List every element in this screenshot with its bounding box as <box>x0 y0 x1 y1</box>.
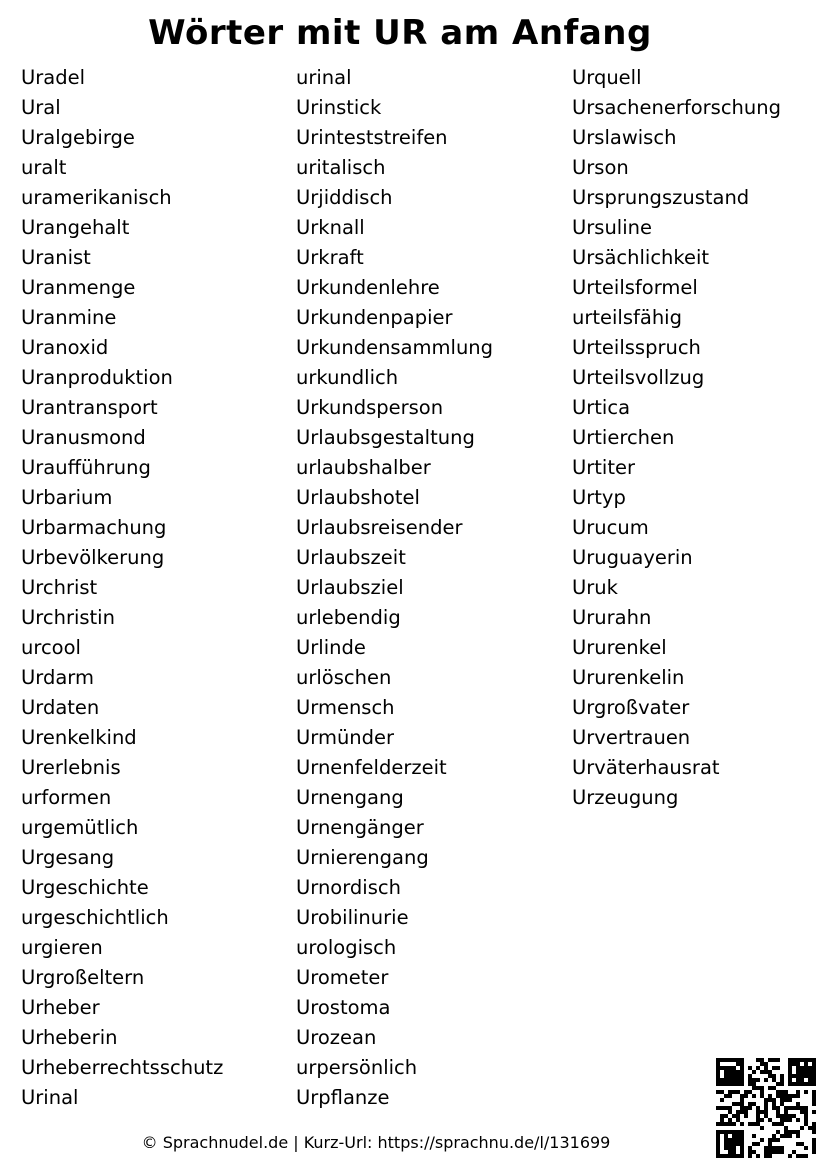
word-item: Urpflanze <box>296 1086 390 1109</box>
word-item: Urnengang <box>296 786 404 809</box>
word-item: Uruk <box>572 576 618 599</box>
word-item: Urheberrechtsschutz <box>21 1056 224 1079</box>
word-item: Urteilsvollzug <box>572 366 705 389</box>
word-item: Urnierengang <box>296 846 429 869</box>
word-item: uramerikanisch <box>21 186 172 209</box>
word-item: Urmensch <box>296 696 395 719</box>
footer-credit: © Sprachnudel.de | Kurz-Url: https://sprachnu.de/l/131699 <box>141 1133 611 1152</box>
word-item: Urson <box>572 156 629 179</box>
word-item: Urchrist <box>21 576 98 599</box>
word-item: Ural <box>21 96 61 119</box>
word-item: Urgesang <box>21 846 115 869</box>
word-item: Urbarium <box>21 486 113 509</box>
word-item: Urinstick <box>296 96 382 119</box>
word-item: Urheber <box>21 996 100 1019</box>
word-item: Urheberin <box>21 1026 118 1049</box>
word-item: Urenkelkind <box>21 726 137 749</box>
word-item: Urkundensammlung <box>296 336 494 359</box>
word-item: Ursächlichkeit <box>572 246 710 269</box>
page-title: Wörter mit UR am Anfang <box>148 13 652 53</box>
word-item: Uranmenge <box>21 276 136 299</box>
word-item: Urinteststreifen <box>296 126 448 149</box>
word-item: Uranmine <box>21 306 117 329</box>
word-item: Urlaubszeit <box>296 546 406 569</box>
word-item: Urozean <box>296 1026 377 1049</box>
word-item: urinal <box>296 66 352 89</box>
word-item: urcool <box>21 636 81 659</box>
word-item: urlebendig <box>296 606 401 629</box>
word-item: Urgroßeltern <box>21 966 145 989</box>
word-item: Urkraft <box>296 246 364 269</box>
word-item: urlöschen <box>296 666 392 689</box>
word-item: Urometer <box>296 966 389 989</box>
word-item: Urlaubsziel <box>296 576 404 599</box>
word-item: urformen <box>21 786 112 809</box>
word-item: Urerlebnis <box>21 756 121 779</box>
word-item: uritalisch <box>296 156 386 179</box>
word-item: Urjiddisch <box>296 186 393 209</box>
word-column-1 <box>21 63 223 1113</box>
word-item: uralt <box>21 156 67 179</box>
qr-code-icon[interactable] <box>716 1058 816 1158</box>
word-column-2 <box>296 63 493 1113</box>
word-item: Urgeschichte <box>21 876 149 899</box>
word-item: Urtyp <box>572 486 626 509</box>
word-item: Urknall <box>296 216 365 239</box>
word-item: Urnengänger <box>296 816 424 839</box>
word-item: Ursuline <box>572 216 652 239</box>
word-item: Urzeugung <box>572 786 679 809</box>
word-item: Urnordisch <box>296 876 401 899</box>
word-item: urgieren <box>21 936 103 959</box>
word-item: Urkundenlehre <box>296 276 440 299</box>
word-column-3 <box>572 63 781 813</box>
word-item: Urucum <box>572 516 649 539</box>
word-item: Urlaubshotel <box>296 486 420 509</box>
word-item: Uradel <box>21 66 86 89</box>
word-item: Uranoxid <box>21 336 109 359</box>
word-item: Uranusmond <box>21 426 146 449</box>
word-item: Urgroßvater <box>572 696 690 719</box>
word-item: urpersönlich <box>296 1056 418 1079</box>
word-item: Urbevölkerung <box>21 546 165 569</box>
word-item: Uralgebirge <box>21 126 135 149</box>
word-item: Urobilinurie <box>296 906 409 929</box>
word-item: Urvertrauen <box>572 726 691 749</box>
word-item: urkundlich <box>296 366 399 389</box>
word-item: urgemütlich <box>21 816 139 839</box>
word-item: Urkundsperson <box>296 396 444 419</box>
word-item: Uraufführung <box>21 456 151 479</box>
word-item: Urlaubsgestaltung <box>296 426 475 449</box>
word-item: Urlinde <box>296 636 366 659</box>
word-item: Urdaten <box>21 696 100 719</box>
word-item: Ururenkelin <box>572 666 685 689</box>
word-item: Urantransport <box>21 396 158 419</box>
word-item: Urquell <box>572 66 642 89</box>
word-item: Uranproduktion <box>21 366 173 389</box>
word-item: Urlaubsreisender <box>296 516 463 539</box>
word-item: Urinal <box>21 1086 79 1109</box>
word-item: Ursprungszustand <box>572 186 750 209</box>
word-item: urgeschichtlich <box>21 906 169 929</box>
word-item: Urangehalt <box>21 216 130 239</box>
word-item: Urbarmachung <box>21 516 167 539</box>
word-item: Ururenkel <box>572 636 667 659</box>
word-item: Urchristin <box>21 606 115 629</box>
word-item: Urtiter <box>572 456 636 479</box>
word-item: Urtierchen <box>572 426 675 449</box>
word-item: Uranist <box>21 246 91 269</box>
word-item: Urteilsformel <box>572 276 698 299</box>
word-item: Urväterhausrat <box>572 756 720 779</box>
word-item: Urtica <box>572 396 631 419</box>
word-item: Uruguayerin <box>572 546 693 569</box>
word-item: Urslawisch <box>572 126 677 149</box>
word-item: Urmünder <box>296 726 395 749</box>
word-item: Urdarm <box>21 666 94 689</box>
word-item: Urostoma <box>296 996 391 1019</box>
word-item: urlaubshalber <box>296 456 431 479</box>
word-item: Ursachenerforschung <box>572 96 781 119</box>
word-item: urologisch <box>296 936 397 959</box>
word-item: Urkundenpapier <box>296 306 453 329</box>
word-item: Urnenfelderzeit <box>296 756 447 779</box>
word-item: Ururahn <box>572 606 652 629</box>
word-item: Urteilsspruch <box>572 336 701 359</box>
word-item: urteilsfähig <box>572 306 682 329</box>
